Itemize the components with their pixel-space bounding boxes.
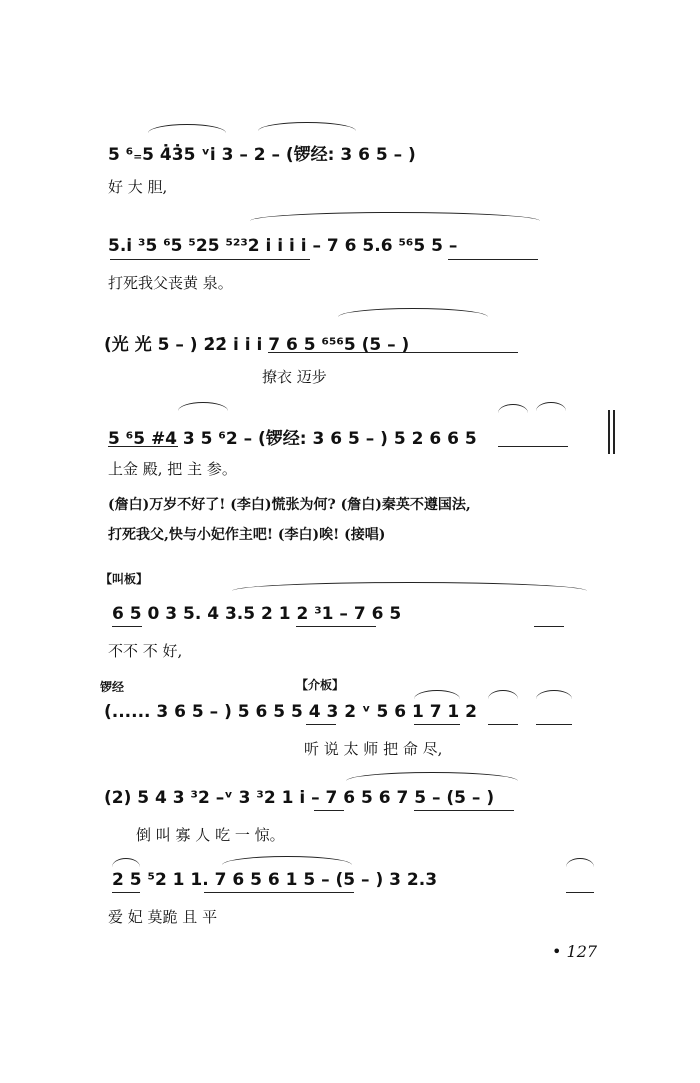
notation-line-3: (光 光 5 – ) 2̇2̇ i̇ i̇ i̇ 7 6 5 ⁶⁵⁶5 (5 – ): [104, 335, 410, 355]
slur: [250, 212, 540, 221]
lyric-line-3: 撩衣 迈步: [262, 368, 327, 386]
underline: [414, 810, 514, 811]
lyric-line-8: 爱 妃 莫跪 且 平: [108, 908, 218, 926]
slur: [536, 690, 572, 699]
section-label-luojing: 锣经: [100, 680, 125, 694]
lyric-line-1: 好 大 胆,: [108, 178, 168, 196]
underline: [534, 626, 564, 627]
underline: [314, 810, 344, 811]
underline: [536, 724, 572, 725]
lyric-line-6: 听 说 太 师 把 命 尽,: [304, 740, 443, 758]
slur: [148, 124, 226, 133]
lyric-line-7: 倒 叫 寡 人 吃 一 惊。: [136, 826, 285, 844]
underline: [108, 446, 178, 447]
slur: [258, 122, 356, 131]
dialogue-line-2: 打死我父,快与小妃作主吧! (李白)唉! (接唱): [108, 527, 386, 543]
barline: [608, 410, 610, 454]
underline: [112, 892, 140, 893]
dialogue-line-1: (詹白)万岁不好了! (李白)慌张为何? (詹白)秦英不遵国法,: [108, 497, 471, 513]
page-number: • 127: [552, 942, 598, 961]
underline: [112, 626, 142, 627]
slur: [488, 690, 518, 699]
underline: [414, 724, 460, 725]
notation-line-1: 5 ⁶₌5 4̇3̇5 ᵛi̇ 3 – 2 – (锣经: 3 6 5 – ): [108, 145, 416, 165]
lyric-line-4: 上金 殿, 把 主 参。: [108, 460, 237, 478]
slur: [414, 690, 460, 699]
notation-line-4: 5 ⁶5 #4 3 5 ⁶2 – (锣经: 3 6 5 – ) 5 2 6 6 5: [108, 429, 477, 449]
notation-line-6: (...... 3 6 5 – ) 5 6 5 5 4 3 2 ᵛ 5 6 1 7 1 2: [104, 702, 478, 722]
underline: [498, 446, 568, 447]
slur: [346, 772, 518, 781]
underline: [488, 724, 518, 725]
slur: [536, 402, 566, 411]
underline: [566, 892, 594, 893]
underline: [268, 352, 518, 353]
underline: [204, 892, 354, 893]
lyric-line-5: 不不 不 好,: [108, 642, 183, 660]
notation-line-8: 2 5 ⁵2 1 1. 7 6 5 6 1 5 – (5 – ) 3 2.3: [112, 870, 438, 890]
slur: [498, 404, 528, 413]
barline: [613, 410, 615, 454]
underline: [110, 259, 310, 260]
notation-line-5: 6 5 0 3 5. 4 3.5 2 1 2 ³1 – 7 6 5: [112, 604, 402, 624]
slur: [222, 856, 352, 865]
section-label-jieban: 【介板】: [296, 678, 345, 692]
underline: [448, 259, 538, 260]
slur: [566, 858, 594, 867]
notation-line-2: 5.i̇ ³5 ⁶5 ⁵25 ⁵²³2 i̇ i̇ i̇ i̇ – 7 6 5.6 ⁵⁶5 5 –: [108, 236, 458, 256]
slur: [178, 402, 228, 411]
underline: [296, 626, 376, 627]
lyric-line-2: 打死我父丧黄 泉。: [108, 274, 233, 292]
slur: [232, 582, 587, 591]
slur: [338, 308, 488, 317]
underline: [306, 724, 336, 725]
slur: [112, 858, 140, 867]
notation-line-7: (2) 5 4 3 ³2 –ᵛ 3 ³2 1 i – 7 6 5 6 7 5 – (5 – ): [104, 788, 495, 808]
section-label-jiaoban: 【叫板】: [100, 572, 149, 586]
